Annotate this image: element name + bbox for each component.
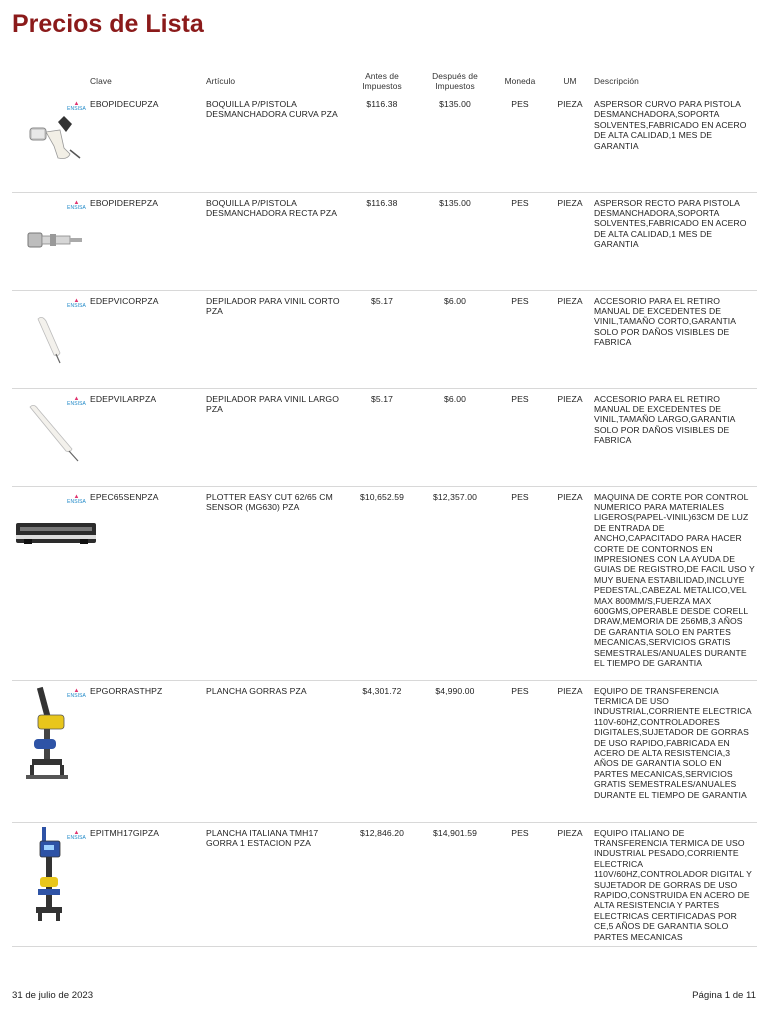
row-clave: EBOPIDEREPZA bbox=[88, 192, 204, 290]
row-precio-despues: $6.00 bbox=[418, 290, 492, 388]
row-precio-despues: $135.00 bbox=[418, 192, 492, 290]
row-precio-despues: $6.00 bbox=[418, 388, 492, 486]
header-um: UM bbox=[563, 76, 577, 86]
table-row bbox=[12, 822, 757, 946]
header-image bbox=[12, 68, 88, 94]
row-descripcion: ACCESORIO PARA EL RETIRO MANUAL DE EXCEDENTES DE VINIL,TAMAÑO CORTO,GARANTIA SOLO POR DAÑOS VISIBLES DE FABRICA bbox=[592, 290, 757, 388]
row-precio-antes: $4,301.72 bbox=[346, 680, 418, 822]
italian-heat-press-icon bbox=[12, 823, 88, 943]
row-precio-antes: $5.17 bbox=[346, 388, 418, 486]
plotter-icon bbox=[14, 487, 104, 681]
row-um: PIEZA bbox=[548, 680, 592, 822]
footer-date: 31 de julio de 2023 bbox=[12, 990, 94, 1001]
row-moneda: PES bbox=[492, 486, 548, 680]
table-row bbox=[12, 94, 757, 192]
row-articulo: BOQUILLA P/PISTOLA DESMANCHADORA CURVA PZA bbox=[204, 94, 346, 192]
row-descripcion: EQUIPO DE TRANSFERENCIA TERMICA DE USO INDUSTRIAL,CORRIENTE ELECTRICA 110V-60HZ,CONTROLADORES DIGITALES,SUJETADOR DE GORRAS DE USO RAPIDO,FABRICADA EN ACERO DE ALTA RESISTENCIA,3 AÑOS DE GARANTIA SOLO EN PARTES MECANICAS,SERVICIOS GRATIS SEMESTRALES/ANUALES DURANTE EL TIEMPO DE GARANTIA bbox=[592, 680, 757, 822]
brand-logo: ▲ ENSISA bbox=[67, 493, 86, 505]
table-row bbox=[12, 192, 757, 290]
product-image-cell bbox=[12, 290, 88, 388]
product-image-cell bbox=[12, 822, 88, 946]
table-header-row bbox=[12, 68, 757, 94]
row-precio-despues: $12,357.00 bbox=[418, 486, 492, 680]
row-moneda: PES bbox=[492, 680, 548, 822]
row-um: PIEZA bbox=[548, 94, 592, 192]
row-clave: EPITMH17GIPZA bbox=[88, 822, 204, 946]
row-articulo: DEPILADOR PARA VINIL CORTO PZA bbox=[204, 290, 346, 388]
row-precio-antes: $116.38 bbox=[346, 192, 418, 290]
row-descripcion: ASPERSOR CURVO PARA PISTOLA DESMANCHADORA,SOPORTA SOLVENTES,FABRICADO EN ACERO DE ALTA CALIDAD,1 MES DE GARANTIA bbox=[592, 94, 757, 192]
product-image-cell bbox=[12, 94, 88, 192]
row-clave: EBOPIDECUPZA bbox=[88, 94, 204, 192]
row-moneda: PES bbox=[492, 290, 548, 388]
table-row bbox=[12, 388, 757, 486]
row-articulo: PLOTTER EASY CUT 62/65 CM SENSOR (MG630) PZA bbox=[204, 486, 346, 680]
row-precio-despues: $4,990.00 bbox=[418, 680, 492, 822]
brand-logo: ▲ ENSISA bbox=[67, 687, 86, 699]
row-articulo: PLANCHA ITALIANA TMH17 GORRA 1 ESTACION PZA bbox=[204, 822, 346, 946]
table-row bbox=[12, 486, 757, 680]
row-articulo: PLANCHA GORRAS PZA bbox=[204, 680, 346, 822]
table-row bbox=[12, 290, 757, 388]
row-um: PIEZA bbox=[548, 486, 592, 680]
page-title: Precios de Lista bbox=[12, 10, 204, 38]
brand-logo: ▲ ENSISA bbox=[67, 199, 86, 211]
cap-heat-press-icon bbox=[12, 681, 88, 823]
row-um: PIEZA bbox=[548, 290, 592, 388]
brand-logo: ▲ ENSISA bbox=[67, 829, 86, 841]
header-articulo: Artículo bbox=[206, 76, 236, 86]
header-descripcion: Descripción bbox=[594, 76, 639, 86]
row-precio-antes: $12,846.20 bbox=[346, 822, 418, 946]
header-clave: Clave bbox=[90, 76, 112, 86]
short-weeding-tool-icon bbox=[12, 291, 88, 389]
row-clave: EDEPVICORPZA bbox=[88, 290, 204, 388]
header-moneda: Moneda bbox=[504, 76, 536, 86]
row-moneda: PES bbox=[492, 94, 548, 192]
long-weeding-tool-icon bbox=[12, 389, 88, 487]
row-descripcion: EQUIPO ITALIANO DE TRANSFERENCIA TERMICA DE USO INDUSTRIAL PESADO,CORRIENTE ELECTRICA 110V/60HZ,CONTROLADOR DIGITAL Y SUJETADOR DE GORRAS DE USO RAPIDO,CONSTRUIDA EN ACERO DE ALTA RESISTENCIA Y PARTES ELECTRICAS CERTIFICADAS POR CE,5 AÑOS DE GARANTIA SOLO PARTES MECANICAS bbox=[592, 822, 757, 946]
row-precio-antes: $116.38 bbox=[346, 94, 418, 192]
row-articulo: DEPILADOR PARA VINIL LARGO PZA bbox=[204, 388, 346, 486]
row-moneda: PES bbox=[492, 388, 548, 486]
row-precio-despues: $135.00 bbox=[418, 94, 492, 192]
product-image-cell bbox=[12, 192, 88, 290]
header-despues-impuestos: Después de Impuestos bbox=[432, 71, 478, 91]
product-image-cell bbox=[12, 388, 88, 486]
row-moneda: PES bbox=[492, 822, 548, 946]
row-clave: EPGORRASTHPZ bbox=[88, 680, 204, 822]
row-descripcion: ASPERSOR RECTO PARA PISTOLA DESMANCHADORA,SOPORTA SOLVENTES,FABRICADO EN ACERO DE ALTA CALIDAD,1 MES DE GARANTIA bbox=[592, 192, 757, 290]
product-image-cell bbox=[12, 680, 88, 822]
brand-logo: ▲ ENSISA bbox=[67, 297, 86, 309]
header-antes-impuestos: Antes de Impuestos bbox=[362, 71, 402, 91]
row-moneda: PES bbox=[492, 192, 548, 290]
row-precio-antes: $5.17 bbox=[346, 290, 418, 388]
row-articulo: BOQUILLA P/PISTOLA DESMANCHADORA RECTA PZA bbox=[204, 192, 346, 290]
row-precio-despues: $14,901.59 bbox=[418, 822, 492, 946]
row-um: PIEZA bbox=[548, 822, 592, 946]
table-row bbox=[12, 680, 757, 822]
brand-logo: ▲ ENSISA bbox=[67, 395, 86, 407]
row-descripcion: ACCESORIO PARA EL RETIRO MANUAL DE EXCEDENTES DE VINIL,TAMAÑO LARGO,GARANTIA SOLO POR DAÑOS VISIBLES DE FABRICA bbox=[592, 388, 757, 486]
straight-nozzle-icon bbox=[12, 193, 88, 291]
footer-page-number: Página 1 de 11 bbox=[692, 990, 756, 1001]
product-image-cell bbox=[12, 486, 88, 680]
curved-nozzle-icon bbox=[12, 94, 88, 192]
price-list-table bbox=[12, 68, 757, 947]
row-um: PIEZA bbox=[548, 388, 592, 486]
row-um: PIEZA bbox=[548, 192, 592, 290]
row-clave: EDEPVILARPZA bbox=[88, 388, 204, 486]
brand-logo: ▲ ENSISA bbox=[67, 101, 86, 112]
row-precio-antes: $10,652.59 bbox=[346, 486, 418, 680]
row-descripcion: MAQUINA DE CORTE POR CONTROL NUMERICO PARA MATERIALES LIGEROS(PAPEL-VINIL)63CM DE LUZ DE ENTRADA DE ANCHO,CAPACITADO PARA HACER CORTE DE CONTORNOS EN IMPRESIONES CON LA AYUDA DE GUIAS DE REGISTRO,DE FACIL USO Y MUY BUENA ESTABILIDAD,INCLUYE PEDESTAL,CABEZAL METALICO,VEL MAX 800MM/S,FUERZA MAX 600GMS,OPERABLE DESDE CORELL DRAW,MEMORIA DE 256MB,3 AÑOS DE GARANTIA SOLO EN PARTES MECANICAS,SERVICIOS GRATIS SEMESTRALES/ANUALES DURANTE EL TIEMPO DE GARANTIA bbox=[592, 486, 757, 680]
row-clave: EPEC65SENPZA bbox=[88, 486, 204, 680]
